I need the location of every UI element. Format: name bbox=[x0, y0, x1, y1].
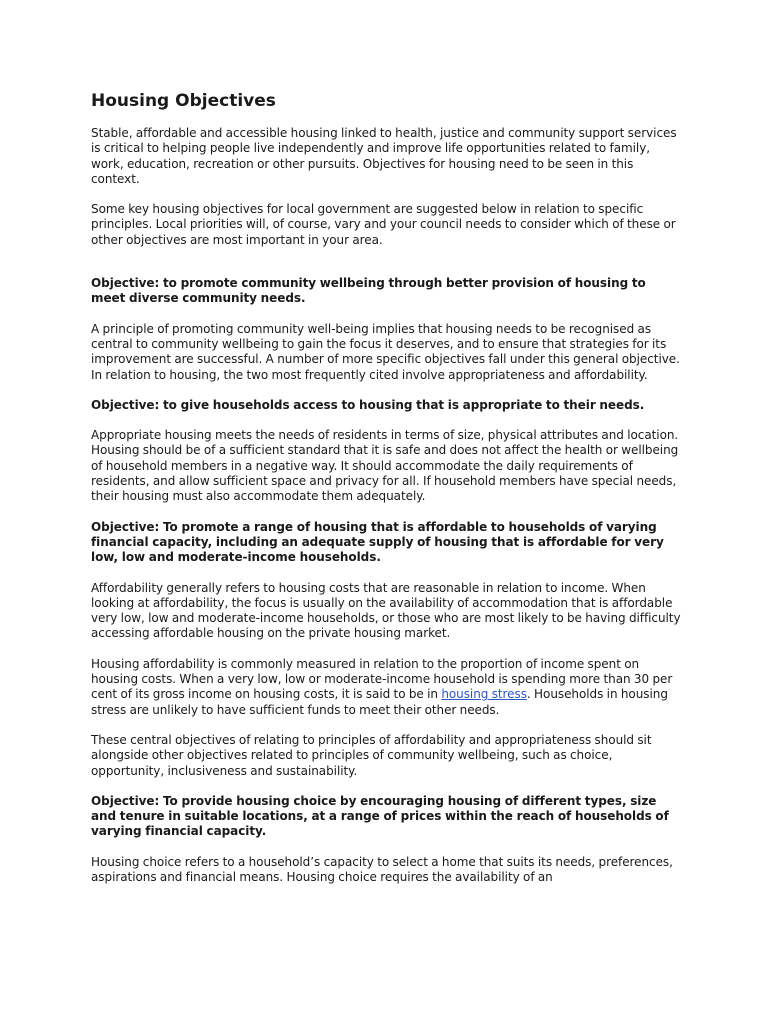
objective-1-body: A principle of promoting community well-being implies that housing needs to be recognised as central to community wellbeing to gain the focus it deserves, and to ensure that strategies for its improvement are successful. A number of more specific objectives fall under this general objective. In relation to housing, the two most frequently cited involve appropriateness and affordability. bbox=[91, 321, 680, 382]
objective-3-body-2-text-end: . Households in housing stress are unlikely to have sufficient funds to meet their other needs. bbox=[91, 687, 668, 717]
objective-4-heading: Objective: To provide housing choice by encouraging housing of different types, size and tenure in suitable locations, at a range of prices within the reach of households of varying financial capacity. bbox=[91, 793, 669, 839]
objective-2-body: Appropriate housing meets the needs of residents in terms of size, physical attributes and location. Housing should be of a sufficient standard that it is safe and does not affect the health or wellbeing of household members in a negative way. It should accommodate the daily requirements of residents, and allow sufficient space and privacy for all. If household members have special needs, their housing must also accommodate them adequately. bbox=[91, 428, 679, 504]
objective-3-body-2 bbox=[91, 657, 683, 718]
objective-3-body-2-text-start: Housing affordability is commonly measured in relation to the proportion of income spent on housing costs. When a very low, low or moderate-income household is spending more than 30 per cent of its gross income on housing costs, it is said to be in bbox=[91, 656, 673, 702]
document-page bbox=[91, 90, 683, 900]
intro-paragraph-1: Stable, affordable and accessible housing linked to health, justice and community support services is critical to helping people live independently and improve life opportunities related to family, work, education, recreation or other pursuits. Objectives for housing need to be seen in this context. bbox=[91, 126, 677, 186]
objective-2-heading: Objective: to give households access to housing that is appropriate to their needs. bbox=[91, 397, 645, 412]
objective-3-body-1: Affordability generally refers to housing costs that are reasonable in relation to income. When looking at affordability, the focus is usually on the availability of accommodation that is affordable very low, low and moderate-income households, or those who are most likely to be having difficulty accessing affordable housing on the private housing market. bbox=[91, 580, 681, 641]
objective-1-heading: Objective: to promote community wellbeing through better provision of housing to meet diverse community needs. bbox=[91, 276, 646, 306]
objective-3-heading: Objective: To promote a range of housing that is affordable to households of varying financial capacity, including an adequate supply of housing that is affordable for very low, low and moderate-income households. bbox=[91, 519, 664, 565]
page-title: Housing Objectives bbox=[91, 91, 276, 111]
objective-3-body-3: These central objectives of relating to principles of affordability and appropriateness should sit alongside other objectives related to principles of community wellbeing, such as choice, opportunity, inclusiveness and sustainability. bbox=[91, 732, 652, 778]
housing-stress-link[interactable]: housing stress bbox=[441, 687, 527, 702]
objective-4-body: Housing choice refers to a household’s capacity to select a home that suits its needs, preferences, aspirations and financial means. Housing choice requires the availability of an bbox=[91, 854, 673, 884]
intro-paragraph-2: Some key housing objectives for local government are suggested below in relation to specific principles. Local priorities will, of course, vary and your council needs to consider which of these or other objectives are most important in your area. bbox=[91, 202, 676, 247]
